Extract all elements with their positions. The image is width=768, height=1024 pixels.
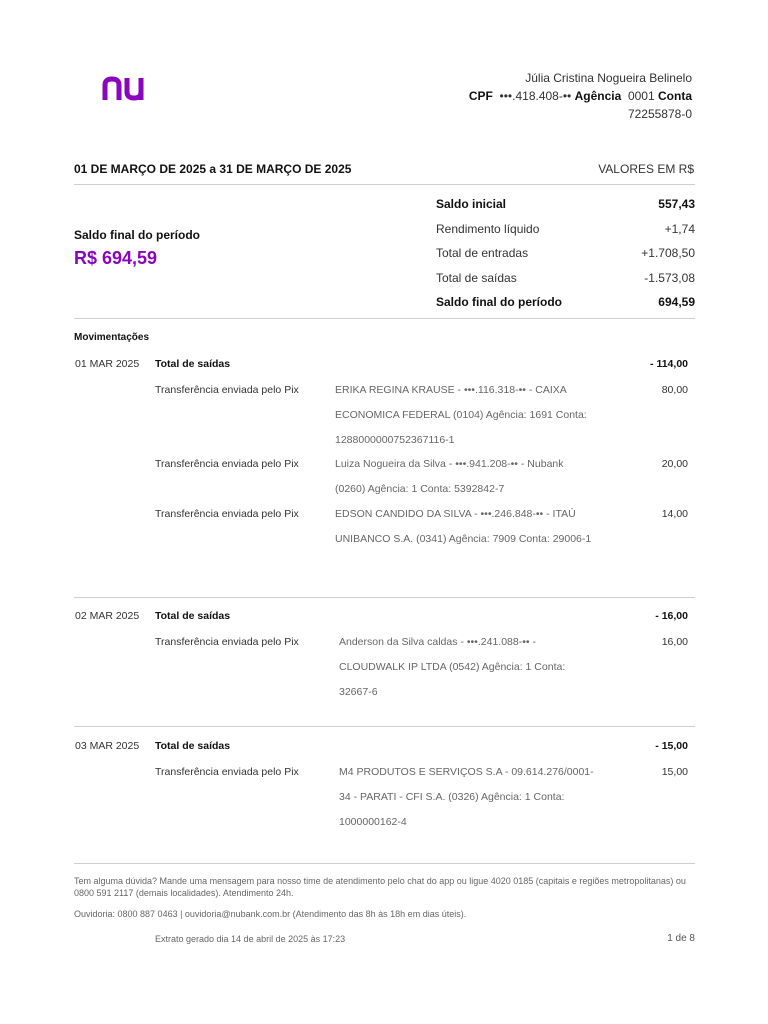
agency-label: Agência xyxy=(574,89,622,103)
currency-note: VALORES EM R$ xyxy=(598,162,694,176)
transaction-description: M4 PRODUTOS E SERVIÇOS S.A - 09.614.276/0001-34 - PARATI - CFI S.A. (0326) Agência: 1 Conta: 1000000162-4 xyxy=(339,766,594,828)
balance-summary xyxy=(436,192,695,315)
final-balance-label: Saldo final do período xyxy=(74,228,200,242)
agency-value: 0001 xyxy=(627,89,655,103)
transaction-type: Transferência enviada pelo Pix xyxy=(155,636,299,648)
account-label: Conta xyxy=(658,89,692,103)
transaction-type: Transferência enviada pelo Pix xyxy=(155,766,299,778)
transaction-description: Anderson da Silva caldas - •••.241.088-•• - CLOUDWALK IP LTDA (0542) Agência: 1 Conta: 32667-6 xyxy=(339,636,566,698)
summary-label: Rendimento líquido xyxy=(436,221,540,236)
help-text: Tem alguma dúvida? Mande uma mensagem para nosso time de atendimento pelo chat do app ou ligue 4020 0185 (capitais e regiões metropolitanas) ou 0800 591 2117 (demais localidades). Atendimento 24h. xyxy=(74,876,686,898)
summary-label: Saldo final do período xyxy=(436,295,562,309)
cpf-label: CPF xyxy=(468,89,493,103)
page-number: 1 de 8 xyxy=(667,933,695,944)
summary-row xyxy=(436,241,695,266)
transaction-type: Transferência enviada pelo Pix xyxy=(155,384,299,396)
divider xyxy=(74,318,695,319)
transaction-amount: 20,00 xyxy=(661,458,688,470)
day-total-value: - 16,00 xyxy=(655,610,688,622)
day-total-value: - 15,00 xyxy=(655,740,688,752)
holder-ids xyxy=(469,87,692,105)
generated-at: Extrato gerado dia 14 de abril de 2025 às 17:23 xyxy=(155,934,346,944)
nubank-logo xyxy=(102,76,150,102)
transaction-amount: 15,00 xyxy=(661,766,688,778)
summary-value: -1.573,08 xyxy=(644,270,695,285)
movements-title: Movimentações xyxy=(74,332,150,343)
summary-label: Total de saídas xyxy=(436,270,517,285)
transaction-description: EDSON CANDIDO DA SILVA - •••.246.848-•• - ITAÚ UNIBANCO S.A. (0341) Agência: 7909 Conta: 29006-1 xyxy=(335,508,592,545)
account-holder-info xyxy=(469,69,692,123)
summary-row xyxy=(436,290,695,315)
summary-row xyxy=(436,192,695,217)
day-date: 01 MAR 2025 xyxy=(75,358,140,370)
divider xyxy=(74,184,695,185)
statement-period: 01 DE MARÇO DE 2025 a 31 DE MARÇO DE 2025 xyxy=(74,162,352,176)
transaction-amount: 16,00 xyxy=(661,636,688,648)
summary-row xyxy=(436,266,695,291)
transaction-type: Transferência enviada pelo Pix xyxy=(155,508,299,520)
divider xyxy=(74,726,695,727)
day-total-value: - 114,00 xyxy=(650,358,688,370)
account-value: 72255878-0 xyxy=(627,107,692,121)
day-total-label: Total de saídas xyxy=(155,610,231,622)
transaction-amount: 80,00 xyxy=(661,384,688,396)
day-date: 03 MAR 2025 xyxy=(75,740,140,752)
transaction-description: Luiza Nogueira da Silva - •••.941.208-•• - Nubank (0260) Agência: 1 Conta: 5392842-7 xyxy=(335,458,564,495)
day-total-label: Total de saídas xyxy=(155,740,231,752)
summary-row xyxy=(436,217,695,242)
final-balance-value: R$ 694,59 xyxy=(74,248,158,268)
summary-value: 694,59 xyxy=(658,295,695,309)
divider xyxy=(74,863,695,864)
summary-value: +1,74 xyxy=(664,221,695,236)
divider xyxy=(74,597,695,598)
summary-value: +1.708,50 xyxy=(641,246,695,260)
transaction-description: ERIKA REGINA KRAUSE - •••.116.318-•• - CAIXA ECONOMICA FEDERAL (0104) Agência: 1691 Conta: 1288000000752367116-1 xyxy=(335,384,587,446)
holder-name: Júlia Cristina Nogueira Belinelo xyxy=(525,71,692,85)
day-total-label: Total de saídas xyxy=(155,358,231,370)
ombudsman-text: Ouvidoria: 0800 887 0463 | ouvidoria@nubank.com.br (Atendimento das 8h às 18h em dias úteis). xyxy=(74,909,467,919)
cpf-value: •••.418.408-•• xyxy=(499,89,572,103)
summary-value: 557,43 xyxy=(658,197,695,211)
day-date: 02 MAR 2025 xyxy=(75,610,140,622)
transaction-amount: 14,00 xyxy=(661,508,688,520)
transaction-type: Transferência enviada pelo Pix xyxy=(155,458,299,470)
summary-label: Saldo inicial xyxy=(436,197,507,211)
summary-label: Total de entradas xyxy=(436,246,529,260)
